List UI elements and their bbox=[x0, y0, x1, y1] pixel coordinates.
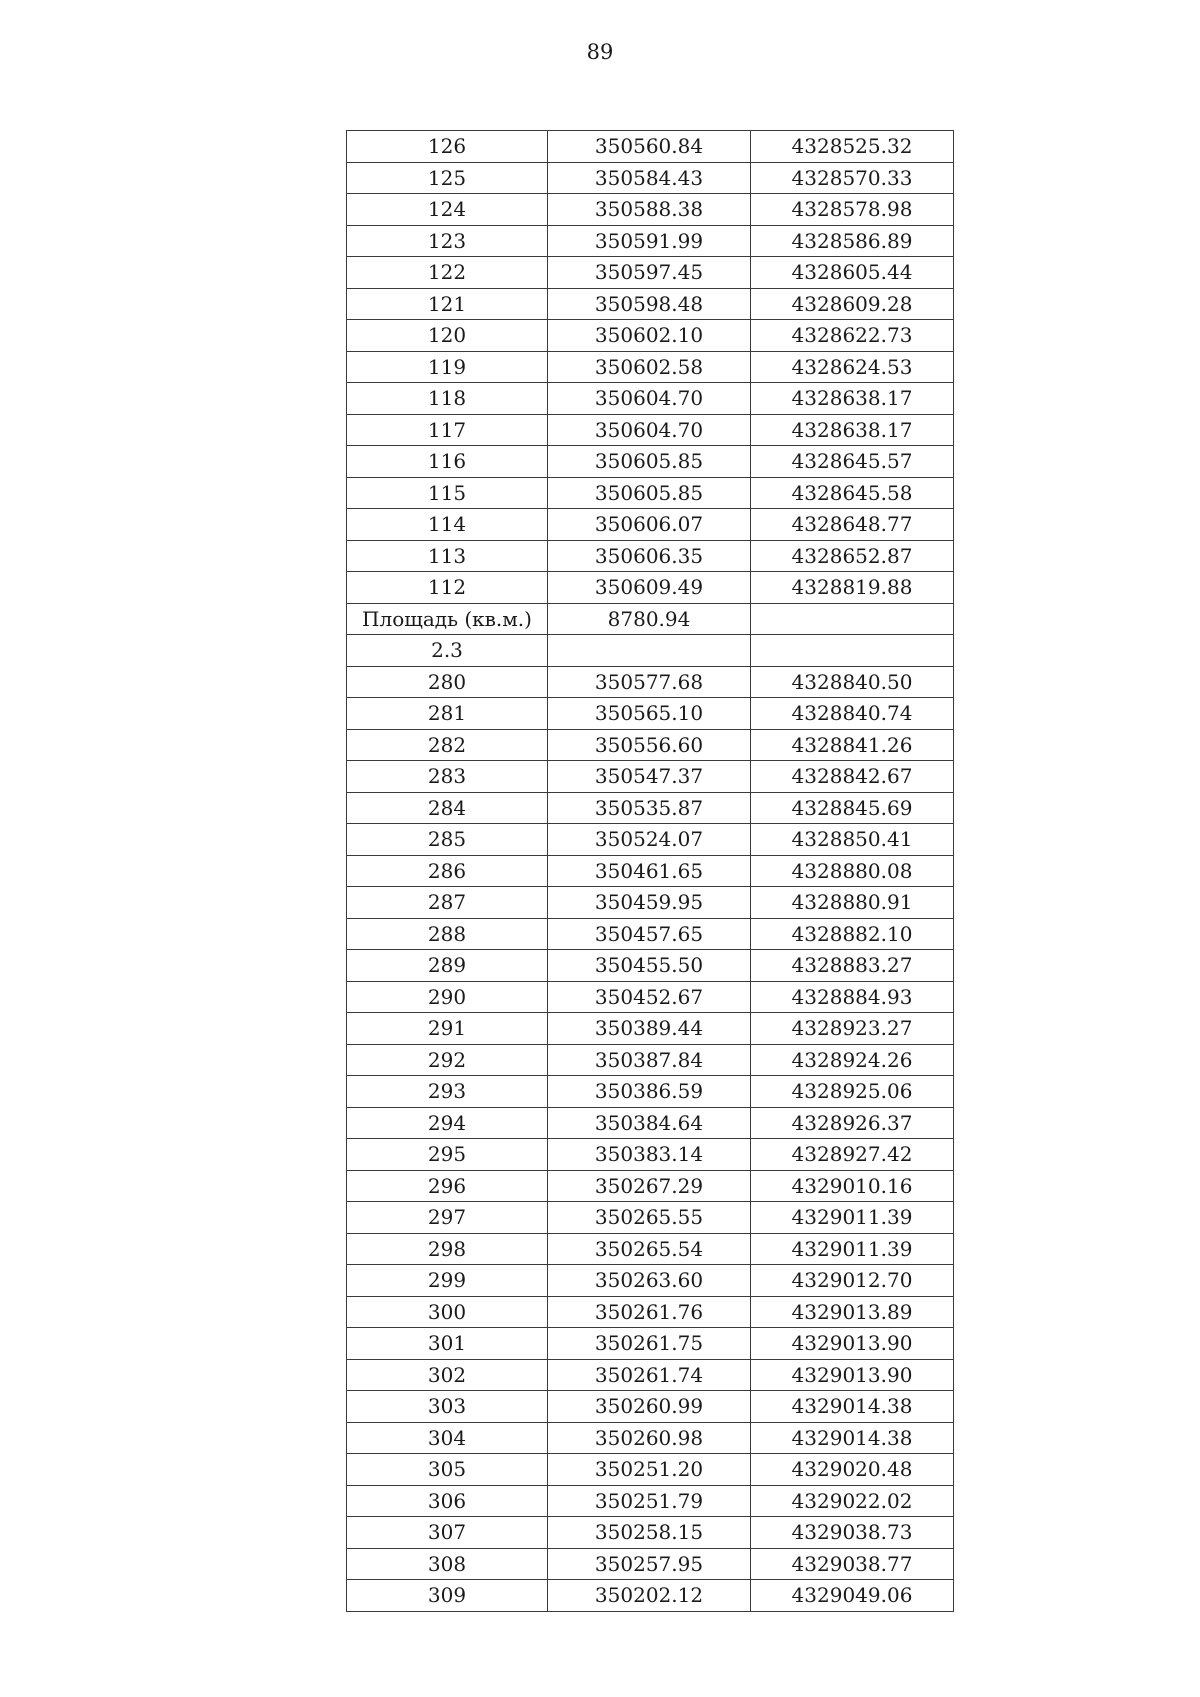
table-row bbox=[347, 414, 954, 446]
point-number-cell: 120 bbox=[347, 320, 548, 352]
x-coordinate-cell: 350265.55 bbox=[548, 1202, 751, 1234]
x-coordinate-cell: 350383.14 bbox=[548, 1139, 751, 1171]
y-coordinate-cell: 4329013.89 bbox=[751, 1296, 954, 1328]
point-number-cell: 290 bbox=[347, 981, 548, 1013]
point-number-cell: 122 bbox=[347, 257, 548, 289]
table-row bbox=[347, 1328, 954, 1360]
x-coordinate-cell: 350260.99 bbox=[548, 1391, 751, 1423]
table-row bbox=[347, 824, 954, 856]
y-coordinate-cell: 4328645.58 bbox=[751, 477, 954, 509]
table-row bbox=[347, 1044, 954, 1076]
point-number-cell: 304 bbox=[347, 1422, 548, 1454]
x-coordinate-cell: 350457.65 bbox=[548, 918, 751, 950]
x-coordinate-cell: 350261.76 bbox=[548, 1296, 751, 1328]
y-coordinate-cell: 4328525.32 bbox=[751, 131, 954, 163]
x-coordinate-cell: 350535.87 bbox=[548, 792, 751, 824]
point-number-cell: 306 bbox=[347, 1485, 548, 1517]
x-coordinate-cell: 350251.20 bbox=[548, 1454, 751, 1486]
table-row bbox=[347, 572, 954, 604]
table-row bbox=[347, 981, 954, 1013]
table-row bbox=[347, 383, 954, 415]
x-coordinate-cell: 350609.49 bbox=[548, 572, 751, 604]
y-coordinate-cell: 4328622.73 bbox=[751, 320, 954, 352]
table-row bbox=[347, 162, 954, 194]
table-row bbox=[347, 351, 954, 383]
y-coordinate-cell: 4328924.26 bbox=[751, 1044, 954, 1076]
x-coordinate-cell: 350577.68 bbox=[548, 666, 751, 698]
x-coordinate-cell: 350202.12 bbox=[548, 1580, 751, 1612]
point-number-cell: 307 bbox=[347, 1517, 548, 1549]
y-coordinate-cell: 4329020.48 bbox=[751, 1454, 954, 1486]
table-row bbox=[347, 1548, 954, 1580]
point-number-cell: 297 bbox=[347, 1202, 548, 1234]
x-coordinate-cell: 350459.95 bbox=[548, 887, 751, 919]
point-number-cell: 289 bbox=[347, 950, 548, 982]
y-coordinate-cell: 4328624.53 bbox=[751, 351, 954, 383]
point-number-cell: 294 bbox=[347, 1107, 548, 1139]
table-row bbox=[347, 131, 954, 163]
point-number-cell: 300 bbox=[347, 1296, 548, 1328]
table-row bbox=[347, 446, 954, 478]
y-coordinate-cell: 4328883.27 bbox=[751, 950, 954, 982]
point-number-cell: 282 bbox=[347, 729, 548, 761]
point-number-cell: 292 bbox=[347, 1044, 548, 1076]
point-number-cell: 114 bbox=[347, 509, 548, 541]
y-coordinate-cell: 4328605.44 bbox=[751, 257, 954, 289]
x-coordinate-cell: 350584.43 bbox=[548, 162, 751, 194]
point-number-cell: 121 bbox=[347, 288, 548, 320]
table-row bbox=[347, 257, 954, 289]
table-row bbox=[347, 288, 954, 320]
x-coordinate-cell: 350598.48 bbox=[548, 288, 751, 320]
table-row bbox=[347, 887, 954, 919]
table-row bbox=[347, 1485, 954, 1517]
y-coordinate-cell: 4329038.77 bbox=[751, 1548, 954, 1580]
page-number: 89 bbox=[586, 40, 614, 64]
table-row bbox=[347, 666, 954, 698]
y-coordinate-cell: 4328841.26 bbox=[751, 729, 954, 761]
table-row bbox=[347, 729, 954, 761]
x-coordinate-cell: 8780.94 bbox=[548, 603, 751, 635]
table-row bbox=[347, 1422, 954, 1454]
point-number-cell: 303 bbox=[347, 1391, 548, 1423]
point-number-cell: 118 bbox=[347, 383, 548, 415]
table-row bbox=[347, 509, 954, 541]
table-row bbox=[347, 698, 954, 730]
point-number-cell: 113 bbox=[347, 540, 548, 572]
point-number-cell: 301 bbox=[347, 1328, 548, 1360]
point-number-cell: 309 bbox=[347, 1580, 548, 1612]
y-coordinate-cell: 4328884.93 bbox=[751, 981, 954, 1013]
x-coordinate-cell: 350267.29 bbox=[548, 1170, 751, 1202]
point-number-cell: 299 bbox=[347, 1265, 548, 1297]
point-number-cell: 302 bbox=[347, 1359, 548, 1391]
table-row bbox=[347, 1013, 954, 1045]
x-coordinate-cell: 350251.79 bbox=[548, 1485, 751, 1517]
point-number-cell: 287 bbox=[347, 887, 548, 919]
point-number-cell: 115 bbox=[347, 477, 548, 509]
point-number-cell: 285 bbox=[347, 824, 548, 856]
point-number-cell: 117 bbox=[347, 414, 548, 446]
x-coordinate-cell: 350560.84 bbox=[548, 131, 751, 163]
table-row bbox=[347, 1391, 954, 1423]
y-coordinate-cell: 4328840.50 bbox=[751, 666, 954, 698]
coordinates-table bbox=[346, 130, 954, 1612]
y-coordinate-cell: 4328586.89 bbox=[751, 225, 954, 257]
y-coordinate-cell: 4328638.17 bbox=[751, 414, 954, 446]
table-row bbox=[347, 1139, 954, 1171]
x-coordinate-cell: 350260.98 bbox=[548, 1422, 751, 1454]
x-coordinate-cell: 350556.60 bbox=[548, 729, 751, 761]
y-coordinate-cell: 4328819.88 bbox=[751, 572, 954, 604]
table-row bbox=[347, 950, 954, 982]
table-row bbox=[347, 477, 954, 509]
y-coordinate-cell: 4328570.33 bbox=[751, 162, 954, 194]
x-coordinate-cell: 350604.70 bbox=[548, 383, 751, 415]
x-coordinate-cell: 350547.37 bbox=[548, 761, 751, 793]
table-row bbox=[347, 761, 954, 793]
x-coordinate-cell: 350263.60 bbox=[548, 1265, 751, 1297]
y-coordinate-cell: 4329038.73 bbox=[751, 1517, 954, 1549]
point-number-cell: 298 bbox=[347, 1233, 548, 1265]
point-number-cell: 119 bbox=[347, 351, 548, 383]
x-coordinate-cell: 350606.35 bbox=[548, 540, 751, 572]
x-coordinate-cell: 350258.15 bbox=[548, 1517, 751, 1549]
x-coordinate-cell: 350591.99 bbox=[548, 225, 751, 257]
x-coordinate-cell: 350565.10 bbox=[548, 698, 751, 730]
y-coordinate-cell: 4329049.06 bbox=[751, 1580, 954, 1612]
table-row bbox=[347, 1359, 954, 1391]
y-coordinate-cell: 4328882.10 bbox=[751, 918, 954, 950]
y-coordinate-cell: 4328880.08 bbox=[751, 855, 954, 887]
y-coordinate-cell: 4328926.37 bbox=[751, 1107, 954, 1139]
point-number-cell: 295 bbox=[347, 1139, 548, 1171]
x-coordinate-cell: 350257.95 bbox=[548, 1548, 751, 1580]
x-coordinate-cell: 350384.64 bbox=[548, 1107, 751, 1139]
x-coordinate-cell: 350386.59 bbox=[548, 1076, 751, 1108]
y-coordinate-cell: 4328648.77 bbox=[751, 509, 954, 541]
y-coordinate-cell: 4328645.57 bbox=[751, 446, 954, 478]
x-coordinate-cell: 350604.70 bbox=[548, 414, 751, 446]
y-coordinate-cell: 4328578.98 bbox=[751, 194, 954, 226]
y-coordinate-cell: 4328880.91 bbox=[751, 887, 954, 919]
y-coordinate-cell: 4329014.38 bbox=[751, 1391, 954, 1423]
table-row bbox=[347, 225, 954, 257]
x-coordinate-cell: 350605.85 bbox=[548, 477, 751, 509]
x-coordinate-cell: 350387.84 bbox=[548, 1044, 751, 1076]
table-row bbox=[347, 1265, 954, 1297]
table-row bbox=[347, 1296, 954, 1328]
y-coordinate-cell: 4328638.17 bbox=[751, 383, 954, 415]
y-coordinate-cell: 4328850.41 bbox=[751, 824, 954, 856]
x-coordinate-cell: 350606.07 bbox=[548, 509, 751, 541]
table-row bbox=[347, 1454, 954, 1486]
table-row bbox=[347, 855, 954, 887]
x-coordinate-cell: 350455.50 bbox=[548, 950, 751, 982]
x-coordinate-cell: 350597.45 bbox=[548, 257, 751, 289]
point-number-cell: Площадь (кв.м.) bbox=[347, 603, 548, 635]
x-coordinate-cell: 350602.58 bbox=[548, 351, 751, 383]
y-coordinate-cell: 4329011.39 bbox=[751, 1202, 954, 1234]
x-coordinate-cell: 350461.65 bbox=[548, 855, 751, 887]
table-row bbox=[347, 1202, 954, 1234]
x-coordinate-cell: 350588.38 bbox=[548, 194, 751, 226]
x-coordinate-cell: 350261.74 bbox=[548, 1359, 751, 1391]
point-number-cell: 125 bbox=[347, 162, 548, 194]
point-number-cell: 284 bbox=[347, 792, 548, 824]
point-number-cell: 286 bbox=[347, 855, 548, 887]
table-row bbox=[347, 792, 954, 824]
point-number-cell: 280 bbox=[347, 666, 548, 698]
table-row bbox=[347, 603, 954, 635]
table-row bbox=[347, 1233, 954, 1265]
y-coordinate-cell: 4328845.69 bbox=[751, 792, 954, 824]
y-coordinate-cell: 4329012.70 bbox=[751, 1265, 954, 1297]
y-coordinate-cell: 4328840.74 bbox=[751, 698, 954, 730]
y-coordinate-cell: 4328652.87 bbox=[751, 540, 954, 572]
point-number-cell: 112 bbox=[347, 572, 548, 604]
x-coordinate-cell: 350265.54 bbox=[548, 1233, 751, 1265]
y-coordinate-cell: 4328927.42 bbox=[751, 1139, 954, 1171]
point-number-cell: 288 bbox=[347, 918, 548, 950]
y-coordinate-cell: 4328609.28 bbox=[751, 288, 954, 320]
table-row bbox=[347, 1076, 954, 1108]
y-coordinate-cell: 4328842.67 bbox=[751, 761, 954, 793]
x-coordinate-cell: 350452.67 bbox=[548, 981, 751, 1013]
table-row bbox=[347, 635, 954, 667]
y-coordinate-cell: 4328925.06 bbox=[751, 1076, 954, 1108]
point-number-cell: 281 bbox=[347, 698, 548, 730]
table-row bbox=[347, 194, 954, 226]
point-number-cell: 291 bbox=[347, 1013, 548, 1045]
x-coordinate-cell: 350261.75 bbox=[548, 1328, 751, 1360]
x-coordinate-cell: 350389.44 bbox=[548, 1013, 751, 1045]
y-coordinate-cell: 4329013.90 bbox=[751, 1328, 954, 1360]
point-number-cell: 116 bbox=[347, 446, 548, 478]
x-coordinate-cell: 350524.07 bbox=[548, 824, 751, 856]
coordinates-table-body bbox=[347, 131, 954, 1612]
y-coordinate-cell: 4329011.39 bbox=[751, 1233, 954, 1265]
x-coordinate-cell bbox=[548, 635, 751, 667]
table-row bbox=[347, 1517, 954, 1549]
point-number-cell: 296 bbox=[347, 1170, 548, 1202]
table-row bbox=[347, 1107, 954, 1139]
point-number-cell: 308 bbox=[347, 1548, 548, 1580]
point-number-cell: 126 bbox=[347, 131, 548, 163]
y-coordinate-cell bbox=[751, 603, 954, 635]
table-row bbox=[347, 1170, 954, 1202]
x-coordinate-cell: 350605.85 bbox=[548, 446, 751, 478]
x-coordinate-cell: 350602.10 bbox=[548, 320, 751, 352]
point-number-cell: 124 bbox=[347, 194, 548, 226]
y-coordinate-cell: 4329014.38 bbox=[751, 1422, 954, 1454]
y-coordinate-cell bbox=[751, 635, 954, 667]
table-row bbox=[347, 918, 954, 950]
point-number-cell: 123 bbox=[347, 225, 548, 257]
y-coordinate-cell: 4329022.02 bbox=[751, 1485, 954, 1517]
y-coordinate-cell: 4329010.16 bbox=[751, 1170, 954, 1202]
point-number-cell: 2.3 bbox=[347, 635, 548, 667]
point-number-cell: 305 bbox=[347, 1454, 548, 1486]
table-row bbox=[347, 540, 954, 572]
y-coordinate-cell: 4328923.27 bbox=[751, 1013, 954, 1045]
table-row bbox=[347, 320, 954, 352]
y-coordinate-cell: 4329013.90 bbox=[751, 1359, 954, 1391]
table-row bbox=[347, 1580, 954, 1612]
point-number-cell: 293 bbox=[347, 1076, 548, 1108]
point-number-cell: 283 bbox=[347, 761, 548, 793]
